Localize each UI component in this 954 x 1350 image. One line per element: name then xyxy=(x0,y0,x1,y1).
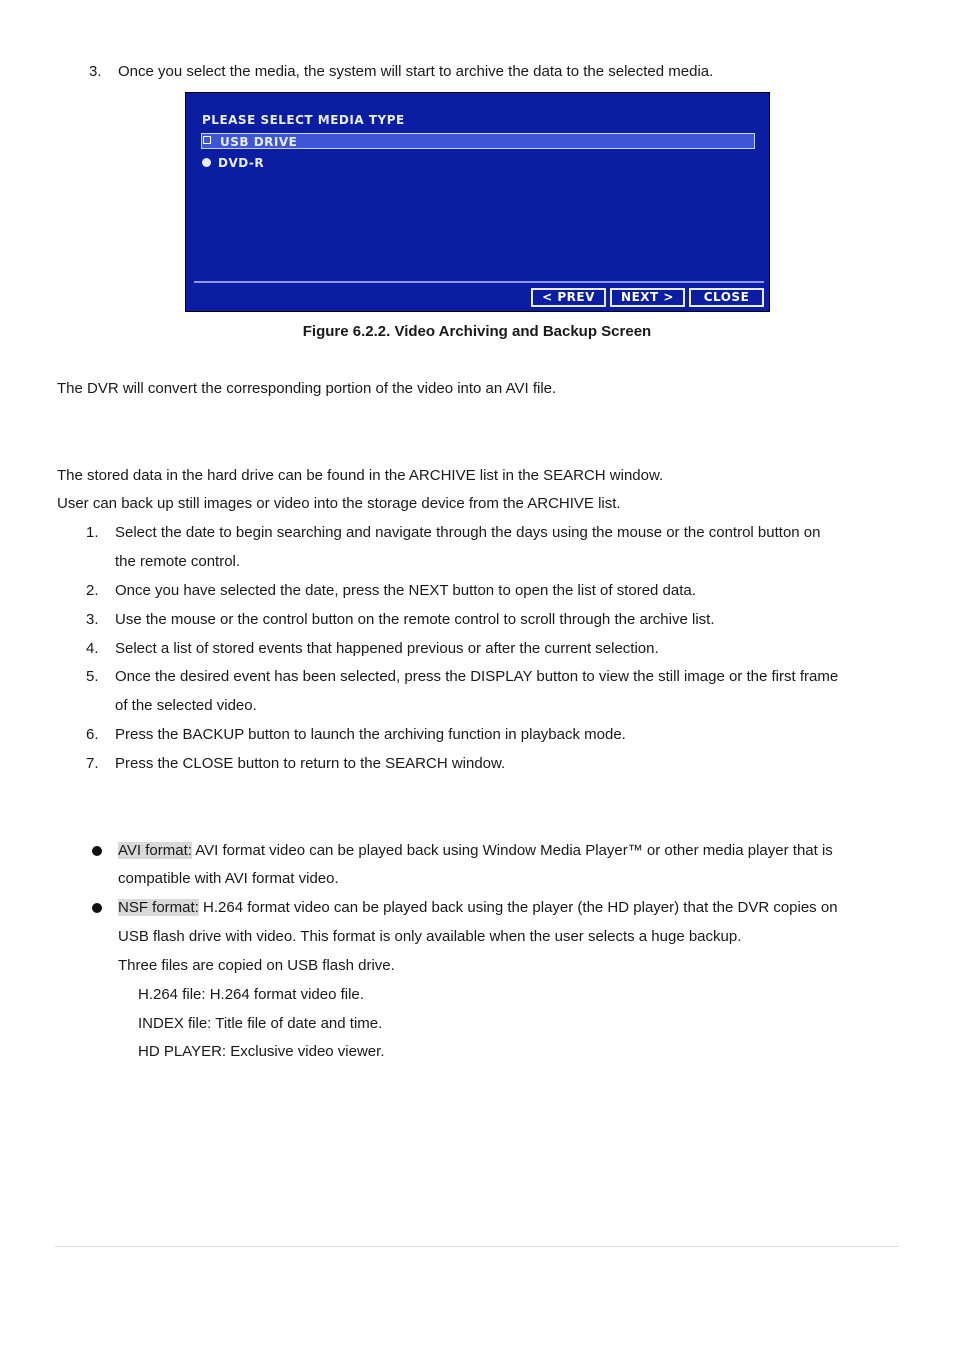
divider xyxy=(194,281,764,283)
dvr-media-select-screen xyxy=(185,92,770,312)
step-text: Once the desired event has been selected, press the DISPLAY button to view the still image or the first frame xyxy=(115,668,839,685)
paragraph-backup: User can back up still images or video into the storage device from the ARCHIVE list. xyxy=(57,495,621,512)
next-button[interactable]: NEXT > xyxy=(610,288,685,307)
figure-caption: Figure 6.2.2. Video Archiving and Backup Screen xyxy=(302,323,652,340)
nsf-format-label: NSF format: xyxy=(118,899,199,916)
step-text: Select a list of stored events that happened previous or after the current selection. xyxy=(115,640,659,657)
step-text: Press the CLOSE button to return to the SEARCH window. xyxy=(115,755,506,772)
dvr-screen-title: PLEASE SELECT MEDIA TYPE xyxy=(202,113,405,127)
intro-step-text: Once you select the media, the system will start to archive the data to the selected media. xyxy=(118,63,714,80)
step-number: 1. xyxy=(86,524,99,541)
close-button[interactable]: CLOSE xyxy=(689,288,764,307)
step-number: 7. xyxy=(86,755,99,772)
step-text-continued: the remote control. xyxy=(115,553,241,570)
step-number: 5. xyxy=(86,668,99,685)
intro-step-number: 3. xyxy=(89,63,102,80)
nsf-format-text: H.264 format video can be played back using the player (the HD player) that the DVR copies on xyxy=(198,899,838,916)
step-number: 2. xyxy=(86,582,99,599)
option-usb-drive[interactable] xyxy=(201,133,755,149)
step-number: 6. xyxy=(86,726,99,743)
option-label: USB DRIVE xyxy=(220,135,298,149)
step-number: 4. xyxy=(86,640,99,657)
avi-format-text-continued: compatible with AVI format video. xyxy=(118,870,339,887)
step-text: Press the BACKUP button to launch the archiving function in playback mode. xyxy=(115,726,626,743)
file-item-hd-player: HD PLAYER: Exclusive video viewer. xyxy=(138,1043,385,1060)
radio-selected-icon xyxy=(203,136,211,144)
bullet-icon xyxy=(92,846,102,856)
footer-divider xyxy=(55,1246,899,1247)
paragraph-convert: The DVR will convert the corresponding portion of the video into an AVI file. xyxy=(57,380,557,397)
file-item-index: INDEX file: Title file of date and time. xyxy=(138,1015,383,1032)
file-item-h264: H.264 file: H.264 format video file. xyxy=(138,986,364,1003)
prev-button[interactable]: < PREV xyxy=(531,288,606,307)
nsf-files-intro: Three files are copied on USB flash drive. xyxy=(118,957,395,974)
bullet-icon xyxy=(92,903,102,913)
nsf-format-line xyxy=(118,898,838,918)
step-text: Use the mouse or the control button on the remote control to scroll through the archive list. xyxy=(115,611,715,628)
step-text-continued: of the selected video. xyxy=(115,697,257,714)
option-label: DVD-R xyxy=(218,156,265,170)
radio-bullet-icon xyxy=(202,158,211,167)
paragraph-stored-data: The stored data in the hard drive can be found in the ARCHIVE list in the SEARCH window. xyxy=(57,467,664,484)
avi-format-line xyxy=(118,841,833,861)
step-text: Select the date to begin searching and navigate through the days using the mouse or the control button on xyxy=(115,524,821,541)
nsf-format-text-continued: USB flash drive with video. This format is only available when the user selects a huge backup. xyxy=(118,928,742,945)
step-number: 3. xyxy=(86,611,99,628)
avi-format-label: AVI format: xyxy=(118,842,192,859)
step-text: Once you have selected the date, press the NEXT button to open the list of stored data. xyxy=(115,582,696,599)
avi-format-text: AVI format video can be played back using Window Media Player™ or other media player that is xyxy=(191,842,833,859)
